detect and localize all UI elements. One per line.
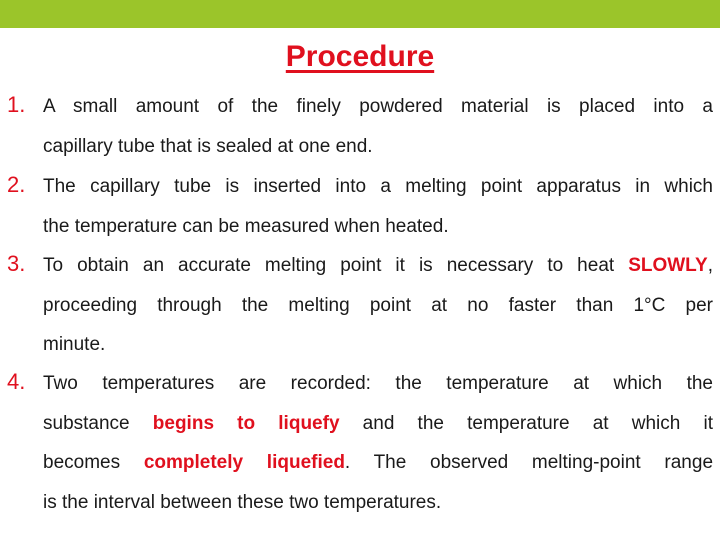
step-text: The capillary tube is inserted into a melting point apparatus in which <box>43 176 713 197</box>
emphasized-text: completely liquefied <box>143 452 345 473</box>
step-text-line <box>43 254 713 278</box>
step-text-line <box>43 95 713 119</box>
step-text-line <box>43 215 713 239</box>
step-text-line <box>43 372 713 396</box>
step-text: substance <box>43 412 153 434</box>
step-text: the temperature can be measured when heated. <box>43 215 449 237</box>
step-text: To obtain an accurate melting point it is necessary to heat <box>43 255 629 276</box>
step-number: 2. <box>7 172 26 197</box>
step-text: proceeding through the melting point at no faster than 1°C per <box>43 294 713 316</box>
step-text-line <box>43 333 713 357</box>
step-text-line <box>43 294 713 318</box>
step-text: is the interval between these two temperatures. <box>43 491 442 513</box>
step-text: minute. <box>43 334 106 355</box>
step-text: and the temperature at which it <box>339 412 713 434</box>
slide-title-text: Procedure <box>285 40 435 73</box>
step-text: , <box>707 255 713 276</box>
emphasized-text: SLOWLY <box>628 255 708 276</box>
step-text-line <box>43 451 713 475</box>
step-number: 4. <box>7 369 26 394</box>
step-text: . The observed melting-point range <box>344 452 714 473</box>
emphasized-text: begins to liquefy <box>152 412 340 434</box>
step-text: becomes <box>43 452 144 473</box>
step-text-line <box>43 175 713 199</box>
step-number: 1. <box>7 92 26 117</box>
step-text-line <box>43 412 713 436</box>
header-accent-bar <box>0 0 720 28</box>
step-number: 3. <box>7 251 26 276</box>
step-text: Two temperatures are recorded: the temperature at which the <box>43 373 713 394</box>
step-text-line <box>43 491 713 515</box>
step-text: capillary tube that is sealed at one end. <box>43 135 373 157</box>
step-text-line <box>43 135 713 159</box>
slide-title <box>0 40 720 74</box>
step-text: A small amount of the finely powdered material is placed into a <box>43 96 713 117</box>
